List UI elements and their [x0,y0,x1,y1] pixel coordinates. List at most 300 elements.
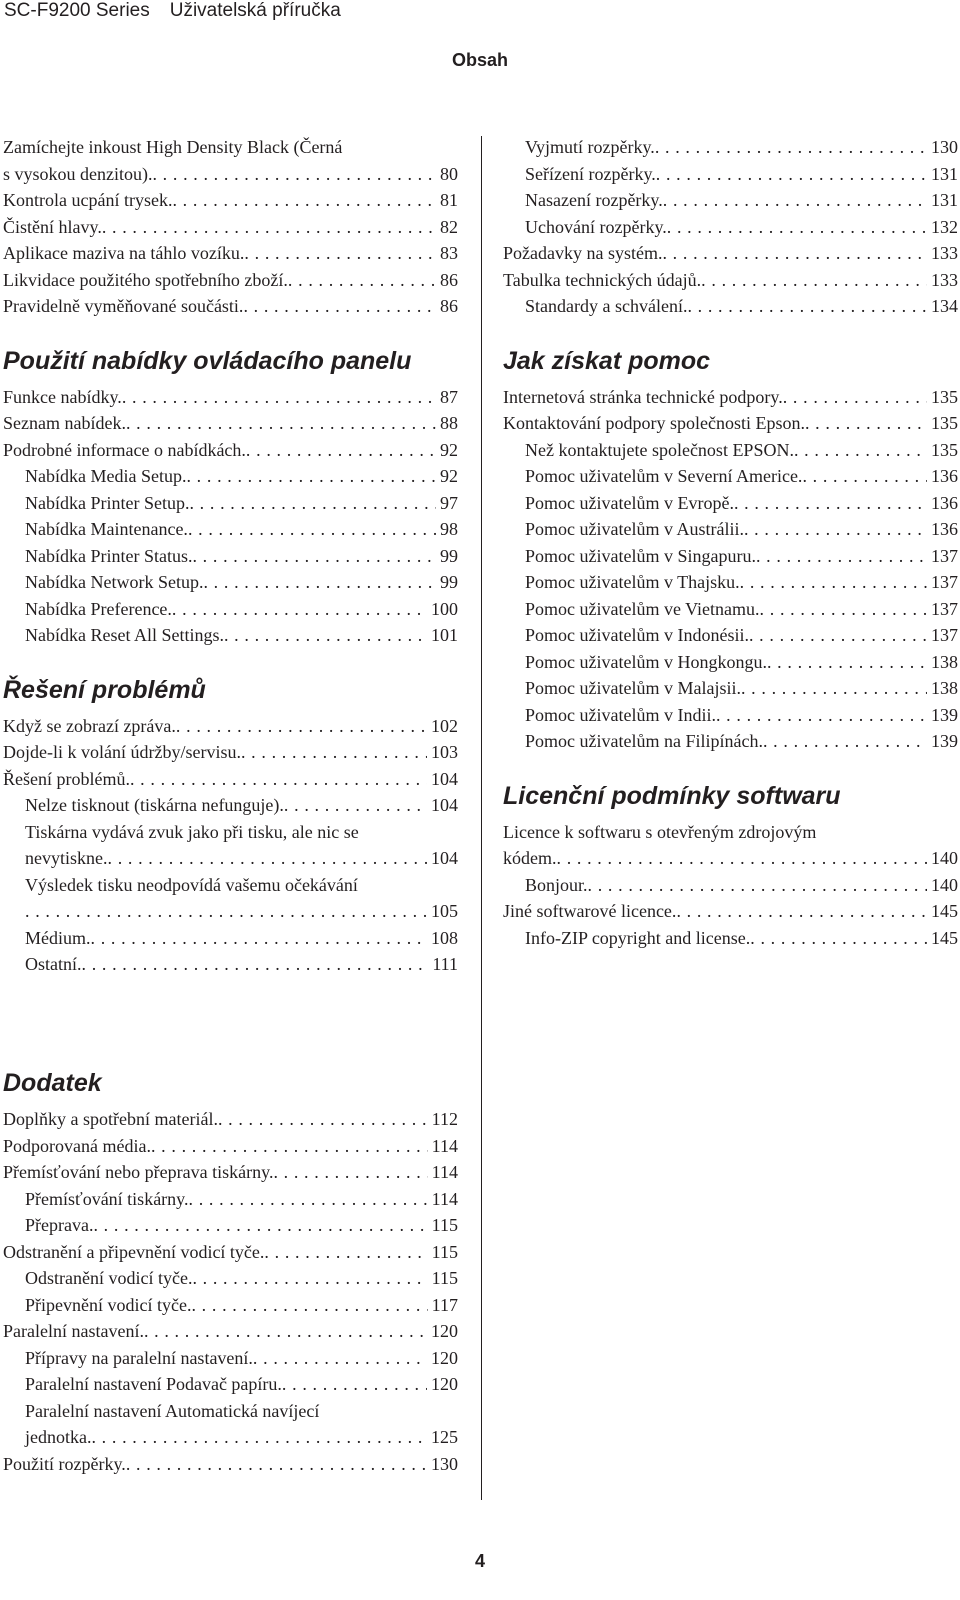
toc-entry-title: Pravidelně vyměňované součásti. [3,296,244,316]
toc-entry-row [25,925,458,952]
toc-entry-page: 86 [440,269,458,290]
toc-entry-page: 131 [931,163,958,184]
toc-entry-title: Internetová stránka technické podpory. [503,386,783,407]
dot-leader [687,293,927,320]
toc-entry-row [25,543,458,570]
toc-entry-title: Nelze tisknout (tiskárna nefunguje). [25,795,284,815]
toc-entry-row [3,713,458,740]
toc-entry-title: Pomoc uživatelům na Filipínách. [525,731,763,751]
toc-entry[interactable] [3,1186,458,1213]
toc-entry-title: Médium. [25,927,91,948]
toc-entry[interactable] [503,675,958,702]
toc-entry[interactable] [3,1371,458,1398]
toc-entry-title: Nabídka Reset All Settings. [25,625,224,645]
toc-entry-title: Doplňky a spotřební materiál. [3,1109,218,1129]
toc-entry-title: Pomoc uživatelům v Hongkongu. [525,651,767,672]
dot-leader [767,649,927,676]
toc-entry[interactable] [503,898,958,925]
toc-entry-page: 130 [431,1453,458,1474]
dot-leader [172,596,427,623]
toc-entry-title: Nabídka Maintenance. [25,519,188,539]
dot-leader [91,1424,427,1451]
toc-entry[interactable] [503,134,958,161]
toc-entry[interactable] [3,187,458,214]
dot-leader [802,463,927,490]
dot-leader [243,293,436,320]
dot-leader [152,161,436,188]
toc-entry-row [525,161,958,188]
dot-leader [749,622,927,649]
toc-entry[interactable] [503,437,958,464]
dot-leader [126,410,436,437]
toc-entry-page: 137 [931,598,958,619]
toc-entry-title: Použití rozpěrky. [3,1453,126,1474]
toc-entry-title: Bonjour. [525,874,588,895]
toc-entry-row [25,845,458,872]
toc-entry-row [3,267,458,294]
dot-leader [744,516,927,543]
toc-entry[interactable] [3,543,458,570]
toc-entry-page: 115 [431,1241,458,1262]
dot-leader [760,596,927,623]
toc-entry-page: 139 [931,704,958,725]
toc-entry-title: Odstranění a připevnění vodicí tyče. [3,1241,265,1262]
toc-entry-row [25,1292,458,1319]
toc-entry-row [525,649,958,676]
dot-leader [750,925,927,952]
toc-entry[interactable] [503,187,958,214]
toc-entry-page: 92 [440,466,458,486]
dot-leader [172,187,436,214]
dot-leader [191,1292,427,1319]
toc-entry-page: 81 [440,190,458,210]
toc-entry[interactable] [3,463,458,490]
toc-entry-row [525,596,958,623]
toc-entry-page: 114 [431,1162,458,1182]
toc-entry-title: Pomoc uživatelům v Indii. [525,704,716,725]
toc-entry-title: Pomoc uživatelům ve Vietnamu. [525,598,760,619]
toc-entry-title: Pomoc uživatelům v Austrálii. [525,519,744,539]
toc-entry-row [25,792,458,819]
dot-leader [734,490,927,517]
toc-entry[interactable] [3,1451,458,1478]
toc-entry-row [3,214,458,241]
toc-entry-page: 104 [431,768,458,789]
toc-entry-title: Řešení problémů. [3,768,130,789]
toc-entry-title: Když se zobrazí zpráva. [3,715,176,736]
dot-leader [241,739,427,766]
dot-leader [557,845,928,872]
toc-entry-row [3,1451,458,1478]
toc-entry-page: 140 [931,848,958,868]
toc-entry-row [25,490,458,517]
toc-entry-page: 120 [431,1321,458,1341]
toc-entry-title: Pomoc uživatelům v Indonésii. [525,625,749,645]
toc-entry-title: Aplikace maziva na táhlo vozíku. [3,243,245,263]
toc-entry[interactable] [3,490,458,517]
toc-entry[interactable] [503,543,958,570]
toc-entry[interactable] [3,1265,458,1292]
dot-leader [676,898,927,925]
toc-entry[interactable] [503,925,958,952]
toc-entry[interactable] [3,410,458,437]
page-title: Obsah [451,50,508,70]
toc-entry[interactable] [503,161,958,188]
toc-entry[interactable] [3,622,458,649]
dot-leader [189,490,436,517]
toc-entry[interactable] [3,792,458,819]
toc-entry[interactable] [3,1106,458,1133]
toc-entry[interactable] [3,293,458,320]
toc-entry-row [3,437,458,464]
toc-entry-title: Odstranění vodicí tyče. [25,1268,193,1288]
model-name: SC-F9200 Series [4,0,150,21]
toc-entry[interactable] [3,384,458,411]
dot-leader [794,437,927,464]
toc-entry[interactable] [503,649,958,676]
dot-leader [91,925,428,952]
toc-entry-page: 120 [431,1347,458,1368]
dot-leader [82,951,429,978]
toc-entry[interactable] [503,293,958,320]
dot-leader [189,1186,428,1213]
toc-entry[interactable] [503,569,958,596]
toc-entry-title-line: Tiskárna vydává zvuk jako při tisku, ale nic se [25,821,359,842]
toc-entry-row [25,1212,458,1239]
toc-entry-row [525,463,958,490]
toc-entry[interactable] [3,1212,458,1239]
toc-entry-title: Funkce nabídky. [3,386,122,407]
toc-entry-row [503,384,958,411]
toc-entry-row [25,622,458,649]
toc-entry-title: Nabídka Printer Status. [25,545,193,566]
toc-entry[interactable] [3,516,458,543]
toc-entry[interactable] [3,925,458,952]
toc-entry-page: 108 [431,927,458,948]
toc-entry-page: 100 [431,598,458,619]
toc-entry-row [525,437,958,464]
dot-leader [218,1106,428,1133]
toc-entry-title: Podporovaná média. [3,1135,151,1156]
toc-entry-title: Ostatní. [25,954,82,974]
toc-entry[interactable] [3,1133,458,1160]
toc-entry-title: Standardy a schválení. [525,296,688,316]
toc-entry[interactable] [3,819,458,872]
toc-entry-page: 137 [931,625,958,645]
toc-entry-page: 114 [431,1135,458,1156]
toc-entry[interactable] [3,739,458,766]
toc-entry-page: 82 [440,216,458,237]
toc-entry[interactable] [3,569,458,596]
toc-entry-page: 138 [931,651,958,672]
toc-entry-title: Přemísťování tiskárny. [25,1188,189,1209]
toc-entry-row [25,1186,458,1213]
toc-list [503,134,958,320]
dot-leader [756,543,927,570]
toc-entry-title: Požadavky na systém. [503,243,663,263]
toc-entry-page: 99 [440,545,458,566]
toc-entry-row [3,766,458,793]
dot-leader [244,240,436,267]
toc-entry-page: 104 [431,848,458,868]
toc-list [3,713,458,978]
toc-entry-row [3,1318,458,1345]
toc-entry-page: 135 [931,439,958,460]
toc-entry-row [525,675,958,702]
toc-entry[interactable] [3,1292,458,1319]
toc-entry-row [25,951,458,978]
toc-entry-row [525,728,958,755]
toc-entry-title: Jiné softwarové licence. [503,901,677,921]
toc-entry-row [525,622,958,649]
toc-entry-title-line: Zamíchejte inkoust High Density Black (Černá [3,137,343,157]
toc-entry-title: jednotka. [25,1427,92,1447]
toc-entry-row [503,267,958,294]
toc-entry-page: 130 [931,137,958,157]
toc-entry[interactable] [503,384,958,411]
toc-entry-title: Pomoc uživatelům v Severní Americe. [525,466,803,486]
toc-entry-page: 135 [931,413,958,433]
section-heading: Řešení problémů [3,675,206,704]
toc-entry[interactable] [3,214,458,241]
toc-entry[interactable] [503,410,958,437]
dot-leader [716,702,927,729]
toc-entry-title: Čistění hlavy. [3,216,102,237]
dot-leader [264,1239,427,1266]
toc-entry-title: Vyjmutí rozpěrky. [525,137,655,157]
dot-leader [805,410,927,437]
toc-entry[interactable] [3,134,458,187]
toc-entry-title: Kontrola ucpání trysek. [3,190,173,210]
toc-entry-row [503,240,958,267]
toc-entry-page: 102 [431,715,458,736]
toc-entry-row [25,569,458,596]
toc-entry[interactable] [503,463,958,490]
section-heading: Licenční podmínky softwaru [503,781,841,810]
toc-entry-page: 115 [431,1215,458,1235]
toc-entry[interactable] [503,596,958,623]
toc-entry[interactable] [3,1398,458,1451]
toc-entry-page: 112 [431,1109,458,1129]
toc-entry-row [525,490,958,517]
toc-entry-title: nevytiskne. [25,848,108,868]
dot-leader [122,384,436,411]
dot-leader [224,622,427,649]
dot-leader [192,543,436,570]
toc-entry-page: 136 [931,492,958,513]
toc-entry-row [25,596,458,623]
toc-entry-title: Paralelní nastavení Podavač papíru. [25,1374,282,1394]
toc-entry-page: 136 [931,466,958,486]
toc-entry-page: 99 [440,572,458,592]
toc-entry[interactable] [503,728,958,755]
toc-entry-title: Nabídka Preference. [25,598,172,619]
toc-entry[interactable] [503,622,958,649]
toc-entry[interactable] [3,951,458,978]
dot-leader [144,1318,427,1345]
toc-entry[interactable] [3,1159,458,1186]
toc-entry[interactable] [3,766,458,793]
toc-entry-page: 103 [431,742,458,762]
dot-leader [655,134,927,161]
toc-entry-page: 133 [931,243,958,263]
dot-leader [663,187,927,214]
dot-leader [188,516,436,543]
toc-entry[interactable] [3,1239,458,1266]
toc-entry-row [25,898,458,925]
toc-entry-row [525,134,958,161]
toc-entry[interactable] [503,516,958,543]
toc-entry-row [25,1265,458,1292]
toc-entry-title: Nabídka Network Setup. [25,572,204,592]
toc-entry-title: Pomoc uživatelům v Malajsii. [525,678,741,698]
toc-entry-page: 114 [431,1188,458,1209]
page-number: 4 [474,1551,485,1571]
toc-entry-row [3,293,458,320]
toc-entry-title: Seznam nabídek. [3,413,126,433]
toc-entry-title: Kontaktování podpory společnosti Epson. [503,413,805,433]
toc-entry-row [3,410,458,437]
toc-entry-page: 115 [431,1268,458,1288]
dot-leader [25,898,427,925]
toc-entry-page: 139 [931,731,958,751]
section-heading: Jak získat pomoc [503,346,711,375]
toc-entry[interactable] [503,214,958,241]
section-heading: Použití nabídky ovládacího panelu [3,346,412,375]
toc-entry[interactable] [503,267,958,294]
toc-entry-title: Uchování rozpěrky. [525,216,667,237]
running-header [4,0,341,22]
toc-column-right [503,134,958,951]
toc-entry-title: s vysokou denzitou). [3,163,153,184]
toc-entry[interactable] [3,872,458,925]
toc-entry-title: Připevnění vodicí tyče. [25,1294,192,1315]
toc-entry-row [3,161,458,188]
toc-entry-title: Pomoc uživatelům v Singapuru. [525,545,756,566]
toc-entry-row [3,1106,458,1133]
toc-entry-page: 83 [440,243,458,263]
toc-entry-row [25,1371,458,1398]
toc-entry-row [3,1159,458,1186]
dot-leader [186,463,436,490]
toc-entry[interactable] [3,267,458,294]
toc-entry-page: 125 [431,1427,458,1447]
toc-entry-title: Přípravy na paralelní nastavení. [25,1347,253,1368]
toc-entry-page: 92 [440,439,458,460]
toc-entry-row [25,1345,458,1372]
dot-leader [93,1212,427,1239]
toc-entry[interactable] [503,819,958,872]
toc-entry[interactable] [3,1318,458,1345]
toc-entry-page: 120 [431,1374,458,1394]
toc-entry-page: 80 [440,163,458,184]
dot-leader [588,872,927,899]
toc-entry-page: 98 [440,519,458,539]
dot-leader [288,267,436,294]
toc-entry-title: Info-ZIP copyright and license. [525,927,751,948]
toc-entry-row [525,702,958,729]
toc-entry-page: 137 [931,545,958,566]
toc-entry-page: 135 [931,386,958,407]
toc-entry-page: 134 [931,296,958,316]
dot-leader [192,1265,427,1292]
toc-entry[interactable] [503,490,958,517]
dot-leader [102,214,436,241]
dot-leader [740,569,927,596]
toc-entry-title: Tabulka technických údajů. [503,269,702,290]
toc-entry[interactable] [3,437,458,464]
toc-entry-title: Seřízení rozpěrky. [525,163,656,184]
dot-leader [246,437,436,464]
dot-leader [203,569,436,596]
dot-leader [701,267,927,294]
toc-entry[interactable] [3,1345,458,1372]
toc-entry-title: kódem. [503,848,557,868]
toc-entry-row [3,187,458,214]
toc-entry-page: 111 [432,954,458,974]
toc-entry-title: Dojde-li k volání údržby/servisu. [3,742,241,762]
toc-entry-row [525,516,958,543]
toc-entry-page: 97 [440,492,458,513]
toc-entry-row [3,384,458,411]
toc-list [503,819,958,952]
toc-entry-title-line: Paralelní nastavení Automatická navíjecí [25,1400,320,1421]
toc-entry-page: 86 [440,296,458,316]
toc-list [3,384,458,649]
toc-entry-row [25,1424,458,1451]
toc-entry-row [525,214,958,241]
toc-entry-row [525,925,958,952]
toc-entry-title-line: Výsledek tisku neodpovídá vašemu očekávání [25,874,358,895]
toc-entry-row [25,516,458,543]
toc-entry-title: Likvidace použitého spotřebního zboží. [3,269,288,290]
toc-entry-page: 145 [931,901,958,921]
dot-leader [284,792,427,819]
toc-entry-row [525,543,958,570]
toc-entry[interactable] [503,872,958,899]
toc-entry-row [3,240,458,267]
toc-entry-title: Pomoc uživatelům v Evropě. [525,492,734,513]
toc-entry-row [503,898,958,925]
toc-entry-page: 87 [440,386,458,407]
column-divider [481,136,482,1500]
toc-entry-row [25,463,458,490]
toc-entry-row [3,1239,458,1266]
dot-leader [273,1159,427,1186]
toc-entry-page: 88 [440,413,458,433]
toc-entry-row [503,845,958,872]
toc-entry[interactable] [503,240,958,267]
dot-leader [151,1133,428,1160]
dot-leader [130,766,427,793]
toc-entry-page: 104 [431,795,458,815]
toc-entry-row [525,293,958,320]
toc-entry-page: 132 [931,216,958,237]
toc-entry-title-line: Licence k softwaru s otevřeným zdrojovým [503,821,817,842]
toc-entry-title: Podrobné informace o nabídkách. [3,439,246,460]
toc-entry[interactable] [3,713,458,740]
toc-entry[interactable] [503,702,958,729]
toc-entry-row [3,739,458,766]
toc-entry[interactable] [3,596,458,623]
dot-leader [253,1345,427,1372]
dot-leader [741,675,927,702]
toc-list [3,134,458,320]
dot-leader [783,384,927,411]
toc-list [3,1106,458,1477]
toc-entry[interactable] [3,240,458,267]
toc-entry-page: 138 [931,678,958,698]
